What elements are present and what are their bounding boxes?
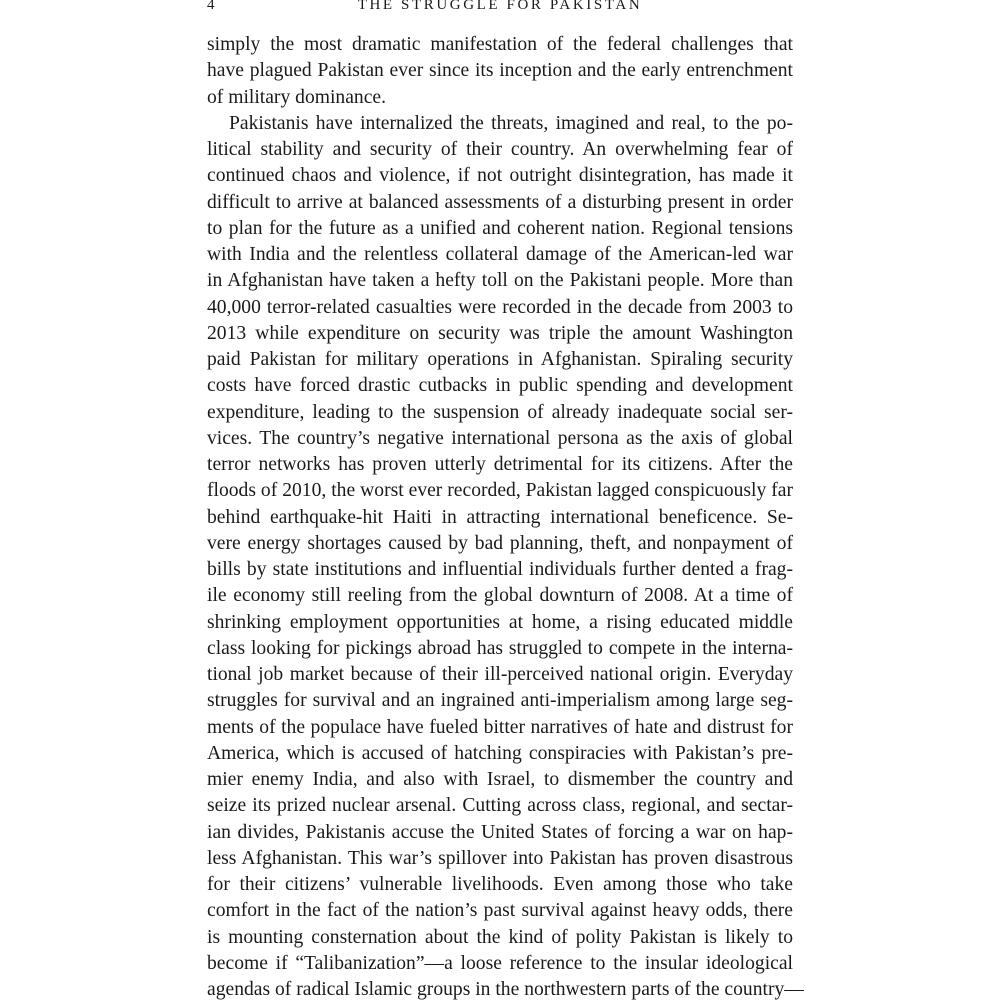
text-line: ile economy still reeling from the global downturn of 2008. At a time of (207, 585, 793, 607)
text-line: class looking for pickings abroad has struggled to compete in the interna- (207, 637, 793, 659)
text-line: struggles for survival and an ingrained anti-imperialism among large seg- (207, 690, 793, 712)
paragraph (207, 32, 793, 111)
text-line: costs have forced drastic cutbacks in public spending and development (207, 375, 793, 397)
text-line: become if “Talibanization”—a loose reference to the insular ideological (207, 952, 793, 974)
text-line: Pakistanis have internalized the threats, imagined and real, to the po- (229, 112, 793, 134)
text-line: continued chaos and violence, if not outright disintegration, has made it (207, 165, 793, 187)
text-line: ments of the populace have fueled bitter narratives of hate and distrust for (207, 716, 793, 738)
running-title: THE STRUGGLE FOR PAKISTAN (357, 0, 643, 13)
text-line: behind earthquake-hit Haiti in attracting international beneficence. Se- (207, 506, 793, 528)
text-line: bills by state institutions and influential individuals further dented a frag- (207, 559, 793, 580)
text-line: of military dominance. (207, 86, 387, 108)
text-line: mier enemy India, and also with Israel, to dismember the country and (207, 769, 793, 790)
text-line: America, which is accused of hatching conspiracies with Pakistan’s pre- (207, 742, 793, 764)
text-line: agendas of radical Islamic groups in the northwestern parts of the country— (207, 979, 804, 1000)
text-line: simply the most dramatic manifestation of the federal challenges that (207, 34, 793, 55)
text-line: vere energy shortages caused by bad planning, theft, and nonpayment of (207, 532, 793, 554)
text-line: in Afghanistan have taken a hefty toll on the Pakistani people. More than (207, 270, 793, 292)
text-line: with India and the relentless collateral damage of the American-led war (207, 244, 793, 265)
text-line: tional job market because of their ill-perceived national origin. Everyday (207, 664, 793, 685)
text-line: 2013 while expenditure on security was triple the amount Washington (207, 322, 793, 344)
text-line: to plan for the future as a unified and coherent nation. Regional tensions (207, 217, 793, 239)
page-header (207, 0, 793, 21)
text-line: shrinking employment opportunities at home, a rising educated middle (207, 611, 793, 633)
text-line: is mounting consternation about the kind of polity Pakistan is likely to (207, 926, 793, 948)
text-line: floods of 2010, the worst ever recorded, Pakistan lagged conspicuously far (207, 480, 793, 502)
text-line: terror networks has proven utterly detrimental for its citizens. After the (207, 454, 793, 475)
text-line: 40,000 terror-related casualties were recorded in the decade from 2003 to (207, 296, 793, 318)
text-line: for their citizens’ vulnerable livelihoods. Even among those who take (207, 874, 793, 895)
text-line: seize its prized nuclear arsenal. Cutting across class, regional, and sectar- (207, 795, 793, 817)
text-line: difficult to arrive at balanced assessments of a disturbing present in order (207, 191, 793, 213)
paragraph (207, 111, 804, 1003)
text-line: vices. The country’s negative international persona as the axis of global (207, 427, 793, 449)
text-line: comfort in the fact of the nation’s past survival against heavy odds, there (207, 900, 793, 922)
text-line: expenditure, leading to the suspension of already inadequate social ser- (207, 401, 793, 423)
text-line: ian divides, Pakistanis accuse the United States of forcing a war on hap- (207, 821, 793, 843)
body-text (207, 32, 804, 1003)
text-line: have plagued Pakistan ever since its inception and the early entrenchment (207, 60, 793, 82)
text-line: less Afghanistan. This war’s spillover into Pakistan has proven disastrous (207, 847, 793, 869)
text-line: paid Pakistan for military operations in Afghanistan. Spiraling security (207, 349, 793, 370)
page-number: 4 (207, 0, 215, 13)
text-line: litical stability and security of their country. An overwhelming fear of (207, 139, 793, 160)
